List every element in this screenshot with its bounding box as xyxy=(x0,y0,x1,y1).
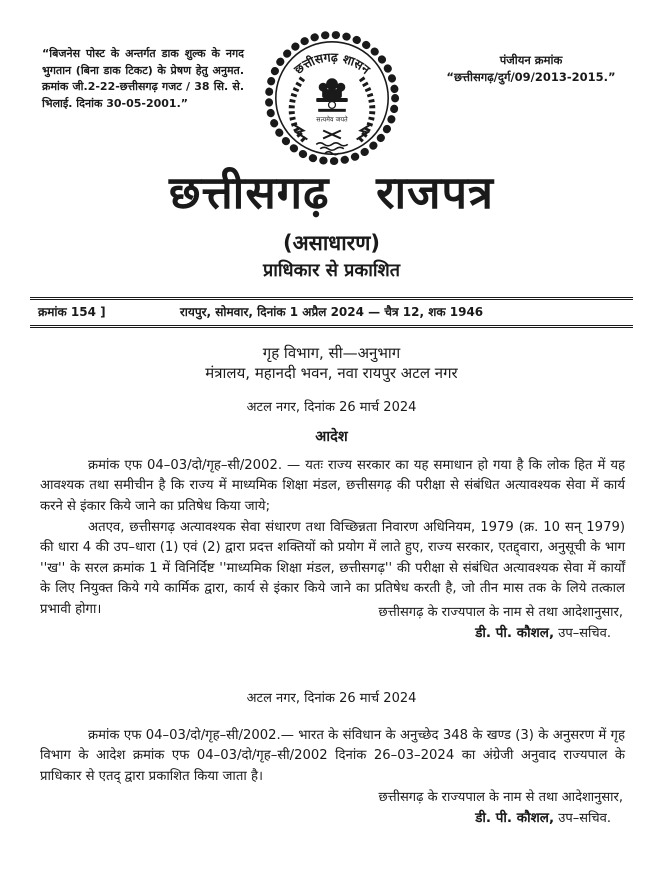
postal-permission-note: “बिजनेस पोस्ट के अन्तर्गत डाक शुल्क के नगद भुगतान (बिना डाक टिकट) के प्रेषण हेतु अनुमत. क्रमांक जी.2-22-छत्तीसगढ़ गजट / 38 सि. से. भिलाई. दिनांक 30-05-2001.” xyxy=(42,47,244,110)
issue-bar xyxy=(30,303,633,323)
gazette-title: छत्तीसगढ़ राजपत्र xyxy=(169,166,494,219)
seal-top-text: छत्तीसगढ़ शासन xyxy=(291,50,372,77)
order-paragraph-2: अतएव, छत्तीसगढ़ अत्यावश्यक सेवा संधारण तथा विच्छिन्नता निवारण अधिनियम, 1979 (क्र. 10 सन् 1979) की धारा 4 की उप–धारा (1) एवं (2) द्वारा प्रदत्त शक्तियों को प्रयोग में लाते हुए, राज्य सरकार, एतद्द्वारा, अनुसूची के भाग ''ख'' के सरल क्रमांक 1 में विनिर्दिष्ट ''माध्यमिक शिक्षा मंडल, छत्तीसगढ़'' की परीक्षा से संबंधित अत्यावश्यक सेवा में कार्यों के लिए नियुक्त किये गये कार्मिक द्वारा, कार्य से इंकार किये जाने का प्रतिषेध करती है, जो तीन मास तक के लिये तत्काल प्रभावी होगा। xyxy=(40,520,625,617)
order-heading: आदेश xyxy=(315,429,348,445)
signature-byline: छत्तीसगढ़ के राज्यपाल के नाम से तथा आदेशानुसार, xyxy=(378,605,623,620)
registration-label: पंजीयन क्रमांक xyxy=(499,53,563,67)
crossed-bolts-icon xyxy=(323,131,341,139)
department-line: गृह विभाग, सी—अनुभाग xyxy=(262,344,401,362)
signatory-line xyxy=(293,623,623,644)
gazette-subtitle: (असाधारण) xyxy=(283,231,380,255)
signatory-line xyxy=(293,808,623,829)
signature-byline: छत्तीसगढ़ के राज्यपाल के नाम से तथा आदेशानुसार, xyxy=(378,790,623,805)
ashoka-capital-icon xyxy=(316,78,348,112)
order-signature-block xyxy=(293,603,623,644)
signatory-designation: उप–सचिव. xyxy=(554,811,611,827)
order-paragraph-1: क्रमांक एफ 04–03/दो/गृह–सी/2002. — यतः राज्य सरकार का यह समाधान हो गया है कि लोक हित में यह आवश्यक तथा समीचीन है कि राज्य में माध्यमिक शिक्षा मंडल, छत्तीसगढ़ की परीक्षा से संबंधित अत्यावश्यक सेवा में कार्य करने से इंकार किये जाने का प्रतिषेध किया जाये; xyxy=(40,458,625,514)
signatory-name: डी. पी. कौशल, xyxy=(475,625,555,642)
ministry-address-line: मंत्रालय, महानदी भवन, नवा रायपुर अटल नगर xyxy=(205,364,458,382)
order-place-date: अटल नगर, दिनांक 26 मार्च 2024 xyxy=(246,400,417,415)
signatory-name: डी. पी. कौशल, xyxy=(475,810,555,827)
notification-signature-block xyxy=(293,788,623,829)
registration-number: “छत्तीसगढ़/दुर्ग/09/2013-2015.” xyxy=(446,70,616,85)
chhattisgarh-government-emblem xyxy=(258,28,406,168)
notification-place-date: अटल नगर, दिनांक 26 मार्च 2024 xyxy=(246,691,417,706)
published-by-authority-line: प्राधिकार से प्रकाशित xyxy=(262,260,401,281)
issue-dateline: रायपुर, सोमवार, दिनांक 1 अप्रैल 2024 — चैत्र 12, शक 1946 xyxy=(179,305,484,319)
lightning-right-icon xyxy=(356,125,370,140)
signatory-designation: उप–सचिव. xyxy=(554,626,611,642)
notification-paragraph: क्रमांक एफ 04–03/दो/गृह–सी/2002.— भारत के संविधान के अनुच्छेद 348 के खण्ड (3) के अनुसरण में गृह विभाग के आदेश क्रमांक एफ 04–03/दो/गृह–सी/2002 दिनांक 26–03–2024 का अंग्रेजी अनुवाद राज्यपाल के प्राधिकार से एतद् द्वारा प्रकाशित किया जाता है। xyxy=(40,728,625,784)
lightning-left-icon xyxy=(293,125,307,140)
state-seal-icon xyxy=(258,28,406,168)
top-double-rule xyxy=(30,297,633,300)
bottom-double-rule xyxy=(30,325,633,328)
registration-block xyxy=(415,52,647,87)
issue-serial-number: क्रमांक 154 ] xyxy=(38,305,106,319)
seal-motto-text: सत्यमेव जयते xyxy=(315,115,348,124)
dharma-chakra-icon xyxy=(328,101,335,108)
